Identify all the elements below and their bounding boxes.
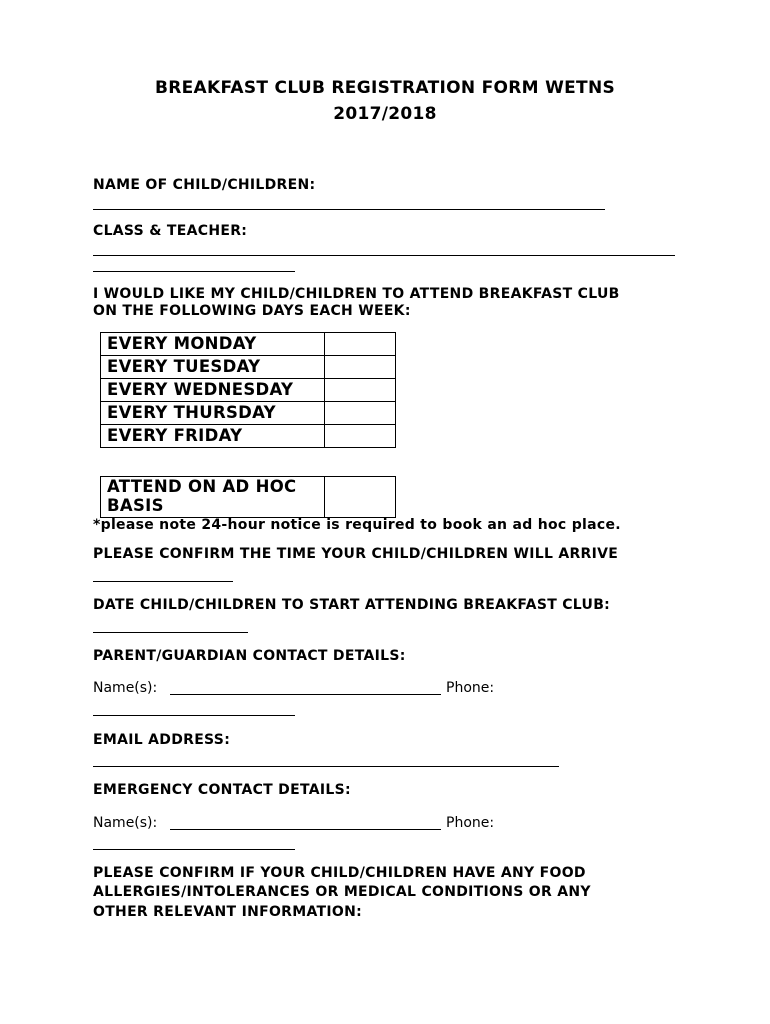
day-checkbox-monday[interactable] [325, 333, 396, 356]
child-name-field[interactable] [93, 209, 605, 210]
adhoc-table [100, 476, 396, 518]
emergency-names-label: Name(s): [93, 815, 158, 831]
day-label: EVERY TUESDAY [101, 356, 325, 379]
emergency-contact-label: EMERGENCY CONTACT DETAILS: [93, 782, 351, 798]
parent-names-field[interactable] [170, 694, 441, 695]
start-date-field[interactable] [93, 632, 248, 633]
email-field[interactable] [93, 766, 559, 767]
arrival-time-label: PLEASE CONFIRM THE TIME YOUR CHILD/CHILDREN WILL ARRIVE [93, 546, 619, 562]
day-label: EVERY MONDAY [101, 333, 325, 356]
email-label: EMAIL ADDRESS: [93, 732, 231, 748]
day-checkbox-thursday[interactable] [325, 402, 396, 425]
adhoc-note: *please note 24-hour notice is required to book an ad hoc place. [93, 517, 621, 533]
class-teacher-field[interactable] [93, 255, 675, 256]
arrival-time-field[interactable] [93, 581, 233, 582]
day-label: EVERY THURSDAY [101, 402, 325, 425]
day-row-thursday [101, 402, 396, 425]
form-title: BREAKFAST CLUB REGISTRATION FORM WETNS [154, 78, 616, 98]
allergy-label-line2: ALLERGIES/INTOLERANCES OR MEDICAL CONDITIONS OR ANY [93, 884, 591, 900]
class-teacher-field-continued[interactable] [93, 271, 295, 272]
days-table [100, 332, 396, 448]
day-row-tuesday [101, 356, 396, 379]
day-label: EVERY WEDNESDAY [101, 379, 325, 402]
day-checkbox-tuesday[interactable] [325, 356, 396, 379]
attend-days-label-line1: I WOULD LIKE MY CHILD/CHILDREN TO ATTEND BREAKFAST CLUB [93, 286, 620, 302]
emergency-phone-field[interactable] [93, 849, 295, 850]
emergency-names-field[interactable] [170, 829, 441, 830]
attend-days-label-line2: ON THE FOLLOWING DAYS EACH WEEK: [93, 303, 411, 319]
adhoc-label: ATTEND ON AD HOC BASIS [101, 477, 325, 518]
class-teacher-label: CLASS & TEACHER: [93, 223, 248, 239]
day-row-wednesday [101, 379, 396, 402]
day-row-monday [101, 333, 396, 356]
parent-contact-label: PARENT/GUARDIAN CONTACT DETAILS: [93, 648, 406, 664]
parent-phone-label: Phone: [446, 680, 495, 696]
day-checkbox-friday[interactable] [325, 425, 396, 448]
start-date-label: DATE CHILD/CHILDREN TO START ATTENDING BREAKFAST CLUB: [93, 597, 611, 613]
parent-phone-field[interactable] [93, 715, 295, 716]
parent-names-label: Name(s): [93, 680, 158, 696]
allergy-label-line1: PLEASE CONFIRM IF YOUR CHILD/CHILDREN HAVE ANY FOOD [93, 865, 586, 881]
day-checkbox-wednesday[interactable] [325, 379, 396, 402]
emergency-phone-label: Phone: [446, 815, 495, 831]
form-year: 2017/2018 [333, 104, 437, 124]
child-name-label: NAME OF CHILD/CHILDREN: [93, 177, 316, 193]
day-row-friday [101, 425, 396, 448]
adhoc-checkbox[interactable] [325, 477, 396, 518]
allergy-label-line3: OTHER RELEVANT INFORMATION: [93, 904, 363, 920]
day-label: EVERY FRIDAY [101, 425, 325, 448]
adhoc-row [101, 477, 396, 518]
